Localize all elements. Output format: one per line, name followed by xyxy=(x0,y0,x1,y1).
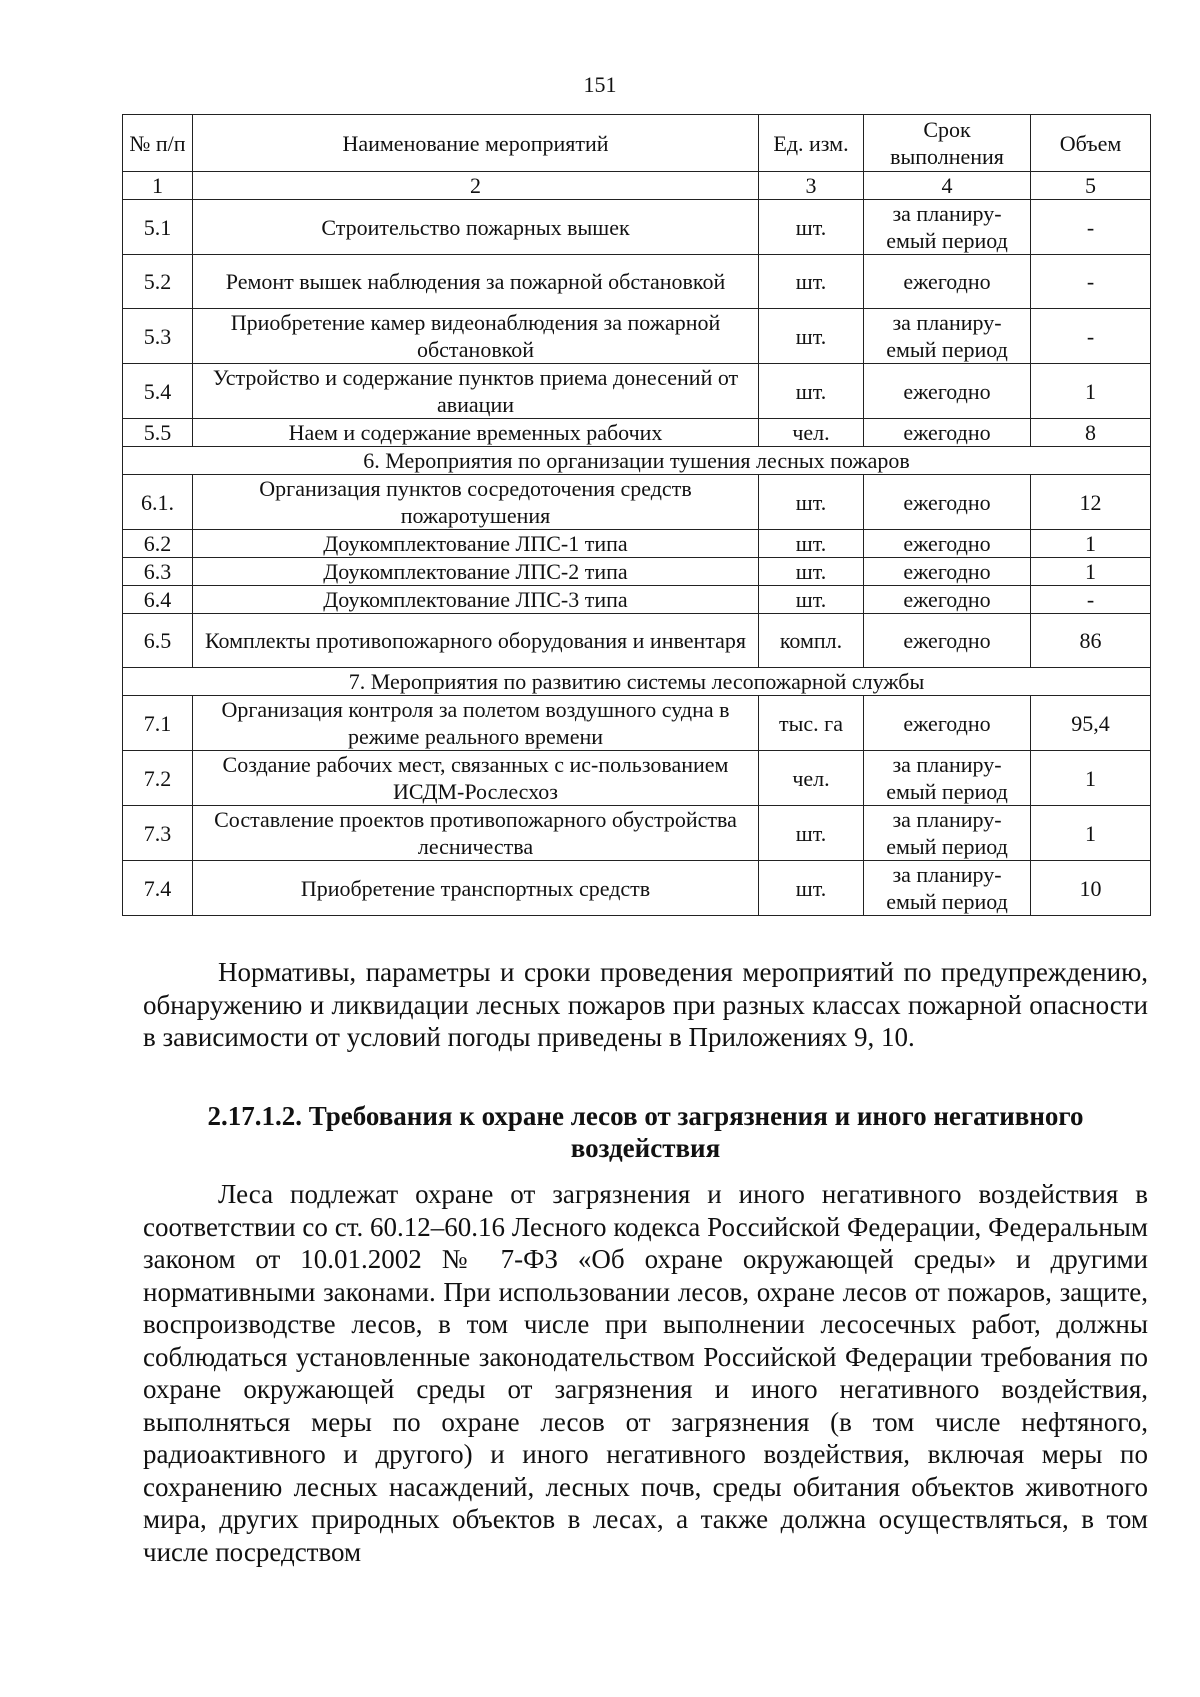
table-row xyxy=(123,558,1151,586)
section-row xyxy=(123,668,1151,696)
row-volume: 12 xyxy=(1031,475,1151,530)
table-row xyxy=(123,530,1151,558)
row-volume: - xyxy=(1031,200,1151,255)
row-deadline: за планиру-емый период xyxy=(864,309,1031,364)
row-number: 7.2 xyxy=(123,751,193,806)
row-measure-name: Строительство пожарных вышек xyxy=(193,200,759,255)
table-row xyxy=(123,364,1151,419)
row-volume: 8 xyxy=(1031,419,1151,447)
row-unit: шт. xyxy=(759,475,864,530)
row-deadline: ежегодно xyxy=(864,364,1031,419)
index-cell: 5 xyxy=(1031,172,1151,200)
row-deadline: за планиру-емый период xyxy=(864,751,1031,806)
row-deadline: ежегодно xyxy=(864,586,1031,614)
table-body xyxy=(123,172,1151,916)
table-row xyxy=(123,806,1151,861)
row-unit: шт. xyxy=(759,200,864,255)
row-volume: 1 xyxy=(1031,558,1151,586)
header-deadline: Срок выполнения xyxy=(864,115,1031,172)
row-deadline: за планиру-емый период xyxy=(864,861,1031,916)
row-measure-name: Комплекты противопожарного оборудования и инвентаря xyxy=(193,614,759,668)
row-number: 5.3 xyxy=(123,309,193,364)
header-name: Наименование мероприятий xyxy=(193,115,759,172)
section-title: 6. Мероприятия по организации тушения лесных пожаров xyxy=(123,447,1151,475)
table-row xyxy=(123,419,1151,447)
header-unit: Ед. изм. xyxy=(759,115,864,172)
row-measure-name: Доукомплектование ЛПС-3 типа xyxy=(193,586,759,614)
row-unit: шт. xyxy=(759,586,864,614)
section-heading: 2.17.1.2. Требования к охране лесов от загрязнения и иного негативного воздействия xyxy=(207,1101,1084,1163)
row-measure-name: Ремонт вышек наблюдения за пожарной обстановкой xyxy=(193,255,759,309)
index-cell: 3 xyxy=(759,172,864,200)
header-volume: Объем xyxy=(1031,115,1151,172)
table-row xyxy=(123,255,1151,309)
row-number: 7.3 xyxy=(123,806,193,861)
row-volume: 1 xyxy=(1031,364,1151,419)
row-volume: - xyxy=(1031,586,1151,614)
section-title: 7. Мероприятия по развитию системы лесопожарной службы xyxy=(123,668,1151,696)
row-unit: чел. xyxy=(759,419,864,447)
row-volume: 10 xyxy=(1031,861,1151,916)
row-volume: 86 xyxy=(1031,614,1151,668)
row-number: 5.5 xyxy=(123,419,193,447)
pollution-paragraph: Леса подлежат охране от загрязнения и иного негативного воздействия в соответствии со ст. 60.12–60.16 Лесного кодекса Российской Федерации, Федеральным законом от 10.01.2002 № 7-ФЗ «Об охране окружающей среды» и другими нормативными законами. При использовании лесов, охране лесов от пожаров, защите, воспроизводстве лесов, в том числе при выполнении лесосечных работ, должны соблюдаться установленные законодательством Российской Федерации требования по охране окружающей среды от загрязнения и иного негативного воздействия, выполняться меры по охране лесов от загрязнения (в том числе нефтяного, радиоактивного и другого) и иного негативного воздействия, включая меры по сохранению лесных насаждений, лесных почв, среды обитания объектов животного мира, других природных объектов в лесах, а также должна осуществляться, в том числе посредством xyxy=(143,1179,1148,1567)
norms-paragraph: Нормативы, параметры и сроки проведения мероприятий по предупреждению, обнаружению и ликвидации лесных пожаров при разных классах пожарной опасности в зависимости от условий погоды приведены в Приложениях 9, 10. xyxy=(143,957,1148,1052)
row-unit: шт. xyxy=(759,364,864,419)
row-volume: - xyxy=(1031,255,1151,309)
row-deadline: ежегодно xyxy=(864,614,1031,668)
row-unit: шт. xyxy=(759,255,864,309)
row-measure-name: Организация пунктов сосредоточения средств пожаротушения xyxy=(193,475,759,530)
row-measure-name: Организация контроля за полетом воздушного судна в режиме реального времени xyxy=(193,696,759,751)
row-number: 7.4 xyxy=(123,861,193,916)
row-deadline: ежегодно xyxy=(864,530,1031,558)
row-volume: 1 xyxy=(1031,806,1151,861)
row-deadline: за планиру-емый период xyxy=(864,200,1031,255)
row-deadline: за планиру-емый период xyxy=(864,806,1031,861)
row-deadline: ежегодно xyxy=(864,419,1031,447)
row-unit: шт. xyxy=(759,558,864,586)
table-row xyxy=(123,475,1151,530)
row-deadline: ежегодно xyxy=(864,255,1031,309)
measures-table xyxy=(122,114,1151,916)
row-volume: 95,4 xyxy=(1031,696,1151,751)
row-number: 6.4 xyxy=(123,586,193,614)
row-measure-name: Приобретение камер видеонаблюдения за пожарной обстановкой xyxy=(193,309,759,364)
row-volume: 1 xyxy=(1031,751,1151,806)
row-measure-name: Создание рабочих мест, связанных с ис-пользованием ИСДМ-Рослесхоз xyxy=(193,751,759,806)
table-row xyxy=(123,614,1151,668)
row-unit: шт. xyxy=(759,806,864,861)
row-number: 6.5 xyxy=(123,614,193,668)
index-cell: 2 xyxy=(193,172,759,200)
index-cell: 4 xyxy=(864,172,1031,200)
row-measure-name: Составление проектов противопожарного обустройства лесничества xyxy=(193,806,759,861)
row-number: 6.2 xyxy=(123,530,193,558)
row-number: 6.3 xyxy=(123,558,193,586)
table-row xyxy=(123,309,1151,364)
table-row xyxy=(123,586,1151,614)
row-unit: тыс. га xyxy=(759,696,864,751)
column-index-row xyxy=(123,172,1151,200)
row-number: 5.1 xyxy=(123,200,193,255)
row-unit: шт. xyxy=(759,530,864,558)
row-number: 7.1 xyxy=(123,696,193,751)
row-number: 5.4 xyxy=(123,364,193,419)
row-volume: - xyxy=(1031,309,1151,364)
index-cell: 1 xyxy=(123,172,193,200)
row-unit: чел. xyxy=(759,751,864,806)
row-measure-name: Устройство и содержание пунктов приема донесений от авиации xyxy=(193,364,759,419)
row-measure-name: Наем и содержание временных рабочих xyxy=(193,419,759,447)
row-measure-name: Приобретение транспортных средств xyxy=(193,861,759,916)
row-number: 6.1. xyxy=(123,475,193,530)
row-deadline: ежегодно xyxy=(864,696,1031,751)
header-number: № п/п xyxy=(123,115,193,172)
row-measure-name: Доукомплектование ЛПС-1 типа xyxy=(193,530,759,558)
row-volume: 1 xyxy=(1031,530,1151,558)
row-number: 5.2 xyxy=(123,255,193,309)
row-deadline: ежегодно xyxy=(864,558,1031,586)
page-number: 151 xyxy=(583,72,617,97)
section-row xyxy=(123,447,1151,475)
table-row xyxy=(123,861,1151,916)
table-row xyxy=(123,751,1151,806)
row-measure-name: Доукомплектование ЛПС-2 типа xyxy=(193,558,759,586)
table-header-row xyxy=(123,115,1151,172)
row-deadline: ежегодно xyxy=(864,475,1031,530)
row-unit: шт. xyxy=(759,309,864,364)
row-unit: компл. xyxy=(759,614,864,668)
table-row xyxy=(123,200,1151,255)
table-row xyxy=(123,696,1151,751)
row-unit: шт. xyxy=(759,861,864,916)
